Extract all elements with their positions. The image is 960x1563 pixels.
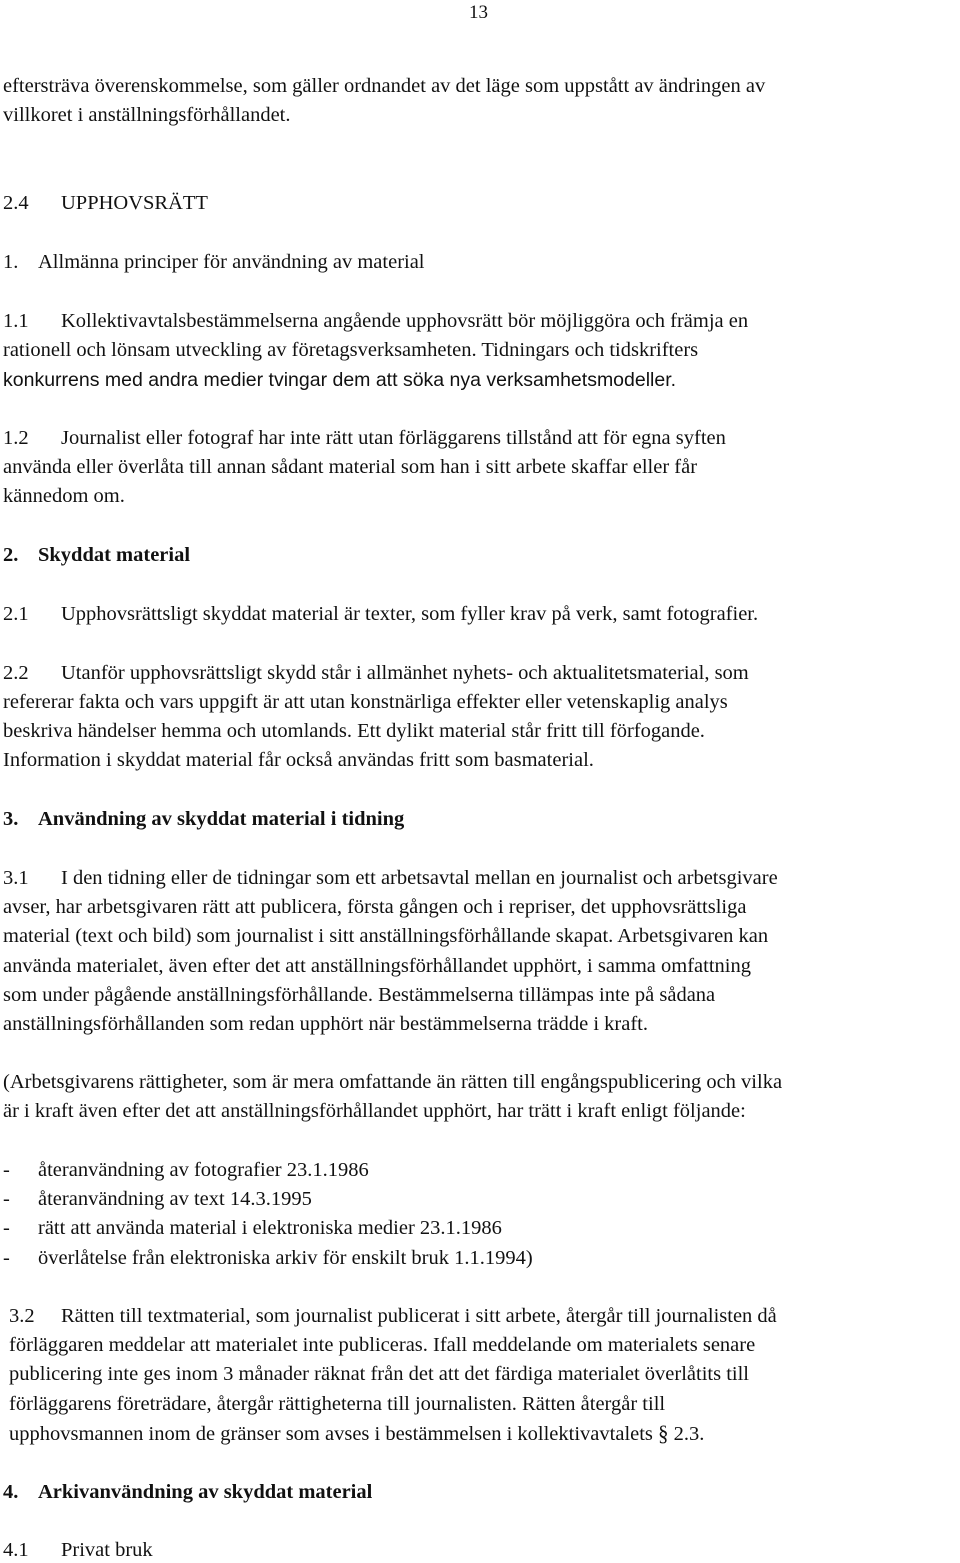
subheading-2 [3, 543, 190, 567]
text-line: publicering inte ges inom 3 månader räknat från det att det färdiga materialet överlåtits till [9, 1363, 750, 1385]
section-heading-2-4 [3, 191, 208, 215]
list-item [3, 1158, 369, 1182]
text-line: är i kraft även efter det att anställningsförhållandet upphört, har trätt i kraft enligt följande: [3, 1100, 746, 1122]
text: 2.3. [673, 1423, 705, 1445]
heading-number: 1. [3, 251, 19, 273]
text: Rätten till textmaterial, som journalist publicerat i sitt arbete, återgår till journalisten då [61, 1305, 777, 1327]
text-line: Information i skyddat material får också användas fritt som basmaterial. [3, 749, 594, 771]
text-line: refererar fakta och vars uppgift är att utan konstnärliga effekter eller vetenskaplig analys [3, 691, 728, 713]
text-line: villkoret i anställningsförhållandet. [3, 104, 291, 126]
heading-title: Skyddat material [38, 544, 191, 566]
heading-title: Arkivanvändning av skyddat material [38, 1481, 373, 1503]
list-dash: - [3, 1188, 10, 1210]
text-line: som under pågående anställningsförhållande. Bestämmelserna tillämpas inte på sådana [3, 984, 716, 1006]
text-line: beskriva händelser hemma och utomlands. Ett dylikt material står fritt till förfogande. [3, 720, 705, 742]
text-line: avser, har arbetsgivaren rätt att publicera, första gången och i repriser, det upphovsrättsliga [3, 896, 747, 918]
paragraph-number: 2.2 [3, 662, 29, 684]
heading-title: UPPHOVSRÄTT [61, 192, 208, 214]
text-line: använda eller överlåta till annan sådant material som han i sitt arbete skaffar eller får [3, 456, 698, 478]
heading-title: Användning av skyddat material i tidning [38, 808, 405, 830]
list-item-text: överlåtelse från elektroniska arkiv för enskilt bruk 1.1.1994) [38, 1247, 533, 1269]
text-line [9, 1421, 704, 1446]
text: Privat bruk [61, 1539, 153, 1561]
list-dash: - [3, 1159, 10, 1181]
text-line: förläggarens företrädare, återgår rättigheterna till journalisten. Rätten återgår till [9, 1393, 666, 1415]
list-item [3, 1187, 312, 1211]
paragraph-number: 1.1 [3, 310, 29, 332]
paragraph-1-1-line [3, 309, 748, 333]
text: I den tidning eller de tidningar som ett arbetsavtal mellan en journalist och arbetsgivare [61, 867, 778, 889]
paragraph-4-1-line [3, 1538, 153, 1562]
list-item-text: rätt att använda material i elektroniska medier 23.1.1986 [38, 1217, 502, 1239]
paragraph-number: 4.1 [3, 1539, 29, 1561]
heading-number: 4. [3, 1481, 19, 1503]
text-line: rationell och lönsam utveckling av företagsverksamheten. Tidningars och tidskrifters [3, 339, 699, 361]
text-line: material (text och bild) som journalist i sitt anställningsförhållande skapat. Arbetsgivaren kan [3, 925, 769, 947]
text-line: förläggaren meddelar att materialet inte publiceras. Ifall meddelande om materialets senare [9, 1334, 756, 1356]
paragraph-number: 2.1 [3, 603, 29, 625]
subheading-4 [3, 1480, 372, 1504]
list-item [3, 1246, 533, 1270]
text-line: använda materialet, även efter det att anställningsförhållandet upphört, i samma omfattning [3, 955, 751, 977]
subheading-3 [3, 807, 404, 831]
paragraph-3-1-line [3, 866, 778, 890]
section-sign: § [658, 1420, 669, 1446]
text-line: anställningsförhållanden som redan upphört när bestämmelserna trädde i kraft. [3, 1013, 648, 1035]
list-item [3, 1216, 502, 1240]
text-line: eftersträva överenskommelse, som gäller ordnandet av det läge som uppstått av ändringen av [3, 75, 766, 97]
paragraph-number: 3.2 [9, 1305, 35, 1327]
text-line: (Arbetsgivarens rättigheter, som är mera omfattande än rätten till engångspublicering och vilka [3, 1071, 783, 1093]
paragraph-number: 3.1 [3, 867, 29, 889]
heading-number: 2.4 [3, 192, 29, 214]
page-number: 13 [469, 2, 488, 23]
list-dash: - [3, 1217, 10, 1239]
list-dash: - [3, 1247, 10, 1269]
heading-title: Allmänna principer för användning av material [38, 251, 425, 273]
paragraph-2-1-line [3, 602, 758, 626]
text: Kollektivavtalsbestämmelserna angående upphovsrätt bör möjliggöra och främja en [61, 310, 749, 332]
heading-number: 3. [3, 808, 19, 830]
text: Journalist eller fotograf har inte rätt utan förläggarens tillstånd att för egna syften [61, 427, 726, 449]
list-item-text: återanvändning av fotografier 23.1.1986 [38, 1159, 369, 1181]
list-item-text: återanvändning av text 14.3.1995 [38, 1188, 312, 1210]
text-line: kännedom om. [3, 485, 125, 507]
paragraph-number: 1.2 [3, 427, 29, 449]
paragraph-1-2-line [3, 426, 726, 450]
subheading-1 [3, 250, 425, 274]
paragraph-2-2-line [3, 661, 749, 685]
text: Utanför upphovsrättsligt skydd står i allmänhet nyhets- och aktualitetsmaterial, som [61, 662, 749, 684]
text: upphovsmannen inom de gränser som avses i bestämmelsen i kollektivavtalets [9, 1423, 653, 1445]
text-line: konkurrens med andra medier tvingar dem att söka nya verksamhetsmodeller. [3, 369, 677, 391]
heading-number: 2. [3, 544, 19, 566]
paragraph-3-2-line [9, 1304, 777, 1328]
text: Upphovsrättsligt skyddat material är texter, som fyller krav på verk, samt fotografier. [61, 603, 759, 625]
